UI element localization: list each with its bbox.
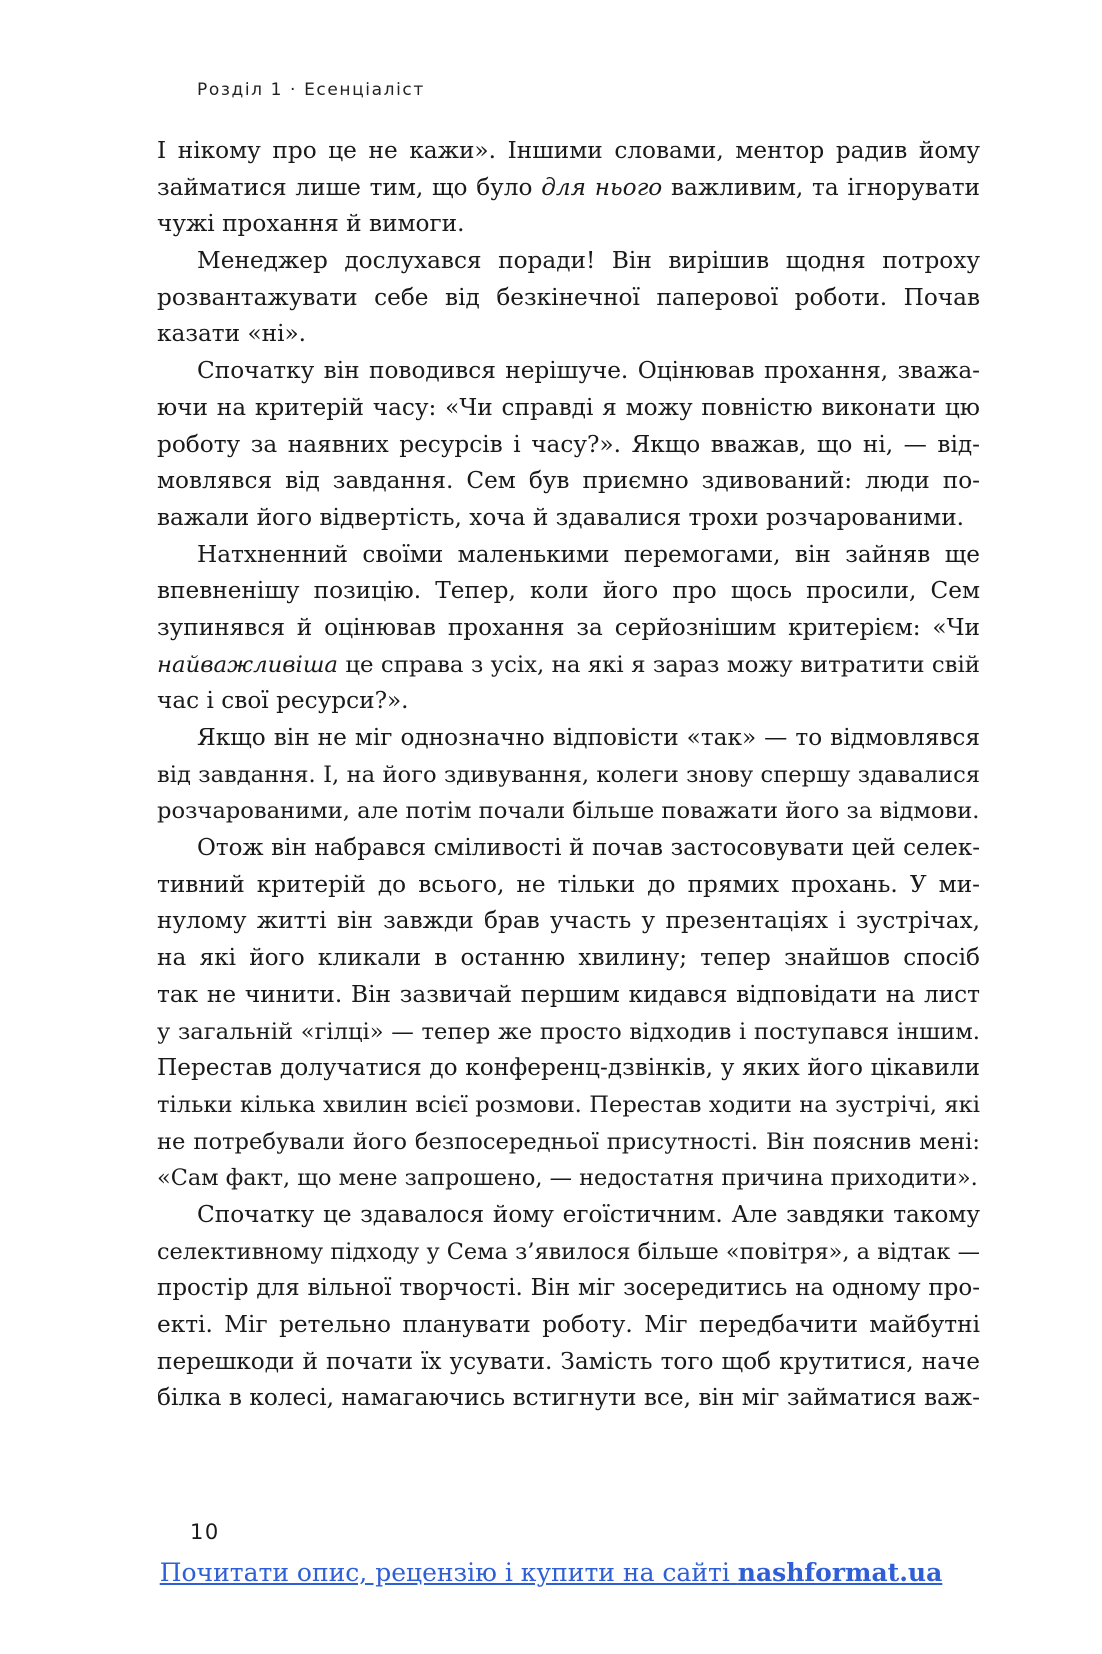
text-line: казати «ні». xyxy=(157,320,307,348)
text-line: впевненішу позицію. Тепер, коли його про щось просили, Сем xyxy=(157,577,980,605)
text-line: селективному підходу у Сема з’явилося більше «повітря», а відтак — xyxy=(157,1238,980,1265)
text-line: на які його кликали в останню хвилину; тепер знайшов спосіб xyxy=(157,944,980,972)
text-line: екті. Міг ретельно планувати роботу. Міг передбачити майбутні xyxy=(157,1311,980,1338)
text-line: Спочатку це здавалося йому егоїстичним. Але завдяки такому xyxy=(197,1200,980,1228)
body-text xyxy=(157,133,980,1417)
promo-site-name: nashformat.ua xyxy=(737,1558,943,1587)
text-line: Спочатку він поводився нерішуче. Оцінював прохання, зважа- xyxy=(197,357,980,385)
text-line: простір для вільної творчості. Він міг зосередитись на одному про- xyxy=(157,1275,980,1302)
text-line: Перестав долучатися до конференц-дзвінків, у яких його цікавили xyxy=(157,1054,980,1082)
text-line: так не чинити. Він зазвичай першим кидався відповідати на лист xyxy=(157,980,980,1008)
text-line: найважливіша це справа з усіх, на які я зараз можу витратити свій xyxy=(157,651,980,678)
text-line: розчарованими, але потім почали більше поважати його за відмови. xyxy=(157,798,980,825)
text-line: Отож він набрався сміливості й почав застосовувати цей селек- xyxy=(197,835,980,862)
text-line: від завдання. І, на його здивування, колеги знову спершу здавалися xyxy=(157,761,980,788)
text-line: Якщо він не міг однозначно відповісти «так» — то відмовлявся xyxy=(197,724,980,751)
text-line: чужі прохання й вимоги. xyxy=(157,210,465,238)
text-line: тивний критерій до всього, не тільки до прямих прохань. У ми- xyxy=(157,870,980,898)
text-line: Натхненний своїми маленькими перемогами, він зайняв ще xyxy=(197,540,980,568)
text-line: І нікому про це не кажи». Іншими словами, ментор радив йому xyxy=(157,137,980,164)
text-line: перешкоди й почати їх усувати. Замість того щоб крутитися, наче xyxy=(157,1347,980,1375)
text-line: білка в колесі, намагаючись встигнути все, він міг займатися важ- xyxy=(157,1384,980,1412)
promo-footer xyxy=(0,1558,1102,1587)
text-line: «Сам факт, що мене запрошено, — недостатня причина приходити». xyxy=(157,1165,978,1192)
italic-emphasis: для нього xyxy=(541,173,663,201)
promo-link-text: Почитати опис, рецензію і купити на сайті xyxy=(159,1558,738,1587)
text-line: час і свої ресурси?». xyxy=(157,687,409,715)
text-line: нулому житті він завжди брав участь у презентаціях і зустрічах, xyxy=(157,907,980,935)
text-line: важали його відвертість, хоча й здавалися трохи розчарованими. xyxy=(157,503,965,531)
text-line: тільки кілька хвилин всієї розмови. Перестав ходити на зустрічі, які xyxy=(157,1091,980,1118)
text-line: розвантажувати себе від безкінечної паперової роботи. Почав xyxy=(157,283,980,311)
text-line: роботу за наявних ресурсів і часу?». Якщо вважав, що ні, — від- xyxy=(157,430,980,458)
text-line: зупинявся й оцінював прохання за серйознішим критерієм: «Чи xyxy=(157,613,980,641)
text-line: Менеджер дослухався поради! Він вирішив щодня потроху xyxy=(197,247,980,275)
running-head: Розділ 1 · Есенціаліст xyxy=(197,80,425,100)
text-line: ючи на критерій часу: «Чи справді я можу повністю виконати цю xyxy=(157,393,980,421)
italic-emphasis: найважливіша xyxy=(157,651,339,678)
promo-link[interactable] xyxy=(160,1558,943,1587)
text-line: мовлявся від завдання. Сем був приємно здивований: люди по- xyxy=(157,467,980,495)
text-line: у загальній «гілці» — тепер же просто відходив і поступався іншим. xyxy=(157,1018,980,1045)
page-number: 10 xyxy=(190,1520,220,1544)
text-line: не потребували його безпосередньої присутності. Він пояснив мені: xyxy=(157,1128,980,1155)
text-line: займатися лише тим, що було для нього важливим, та ігнорувати xyxy=(157,173,980,201)
